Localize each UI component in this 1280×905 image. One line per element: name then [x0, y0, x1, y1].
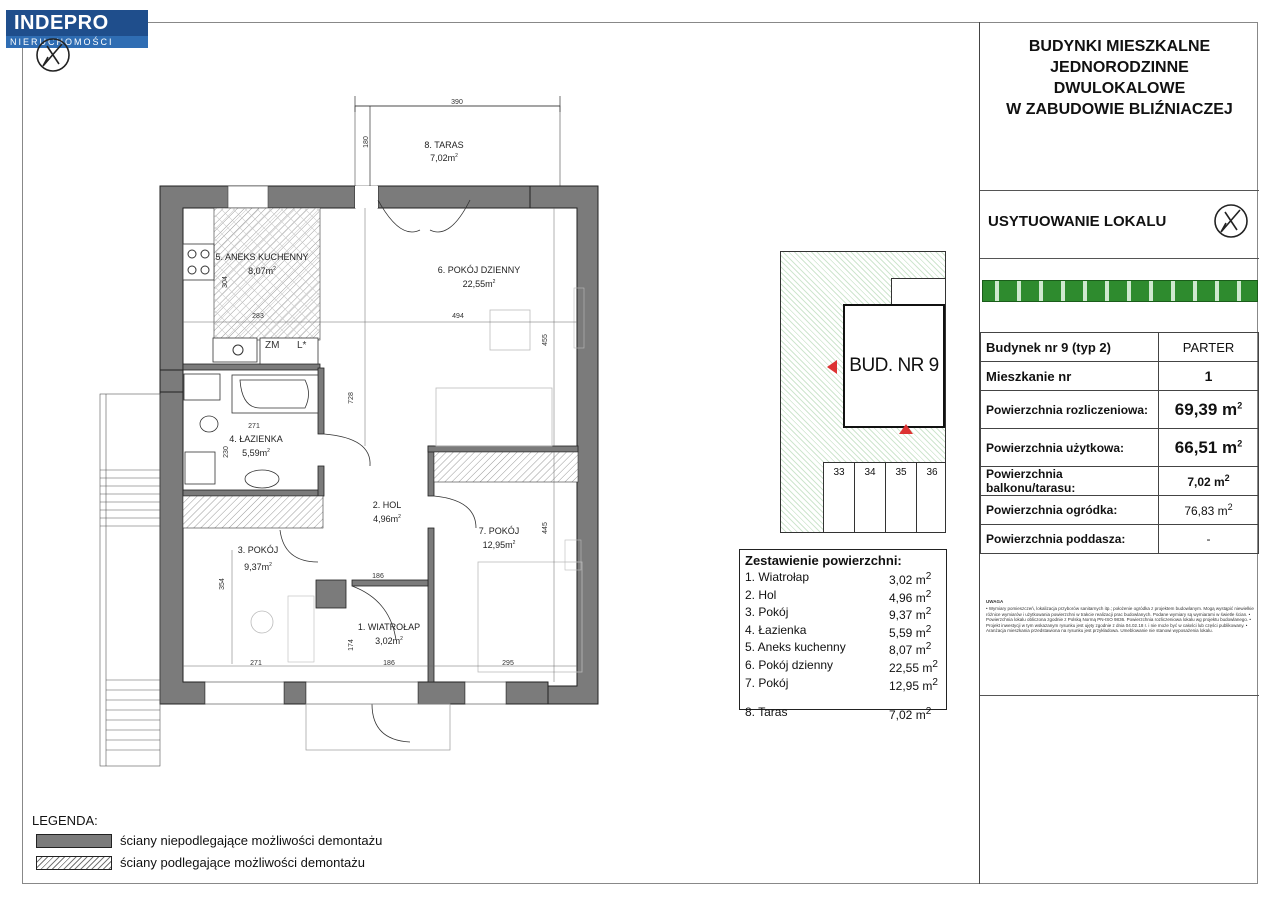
title-block	[979, 22, 1258, 884]
summary-title: Zestawienie powierzchni:	[745, 553, 902, 568]
info-row: Powierzchnia rozliczeniowa: 69,39 $m^2$	[981, 391, 1259, 429]
desk-chair	[251, 611, 273, 633]
svg-text:9,37m2: $9,37m^2$	[244, 562, 272, 572]
unit-cell: 34	[854, 463, 885, 533]
summary-row: 7. Pokój 12,95 $m^2$	[745, 675, 938, 693]
dim-bath-width: 271	[248, 423, 260, 430]
room-label-kitchen: 5. ANEKS KUCHENNY	[215, 252, 309, 262]
svg-text:12,95m2: $12,95m^2$	[482, 540, 516, 550]
room-label-room7: 7. POKÓJ	[478, 526, 520, 536]
project-title: BUDYNKI MIESZKALNE JEDNORODZINNE DWULOKALOWE W ZABUDOWIE BLIŹNIACZEJ	[1006, 38, 1233, 118]
legend-title: LEGENDA:	[32, 813, 98, 828]
svg-text:4,96m2: $4,96m^2$	[373, 514, 401, 524]
neighbour-building	[891, 278, 946, 306]
dim-vestibule-width: 186	[372, 573, 384, 580]
dim-bath-depth: 230	[223, 446, 230, 458]
entrance-marker-icon	[827, 360, 837, 374]
room-area-kitchen: 8,07m	[248, 266, 274, 276]
legend-swatch-demountable	[36, 856, 112, 870]
sofa	[436, 388, 552, 446]
room-area-room7: 12,95m	[482, 540, 513, 550]
room-label-vestibule: 1. WIATROŁAP	[357, 622, 421, 632]
external-stairs	[100, 394, 160, 766]
unit-cell: 35	[885, 463, 916, 533]
kitchen-sink	[213, 338, 257, 362]
info-row: Powierzchnia ogródka: 76,83 $m^2$	[981, 496, 1259, 525]
dim-kitchen-width: 283	[252, 313, 264, 320]
summary-row: 4. Łazienka 5,59 $m^2$	[745, 622, 932, 640]
room-area-terrace: 7,02m	[430, 153, 456, 163]
room-area-vestibule: 3,02m	[375, 636, 401, 646]
location-subtitle: USYTUOWANIE LOKALU	[988, 213, 1167, 230]
svg-text:3,02m2: $3,02m^2$	[375, 636, 403, 646]
washing-machine	[185, 452, 215, 484]
appliance-label-l: L*	[297, 340, 307, 351]
unit-cell: 36	[916, 463, 946, 533]
unit-cell: 33	[823, 463, 854, 533]
logo-subtitle: NIERUCHOMOŚCI	[6, 36, 148, 48]
dim-living-width: 494	[452, 313, 464, 320]
dim-bottom-left: 271	[250, 660, 262, 667]
room-area-hall: 4,96m	[373, 514, 399, 524]
room-label-bathroom: 4. ŁAZIENKA	[229, 434, 283, 444]
dim-living-depth: 455	[542, 334, 549, 346]
marker-icon	[899, 424, 913, 434]
summary-row: 2. Hol 4,96 $m^2$	[745, 587, 932, 605]
info-row: Powierzchnia balkonu/tarasu: 7,02 $m^2$	[981, 467, 1259, 496]
svg-text:5,59m2: $5,59m^2$	[242, 448, 270, 458]
area-summary	[739, 549, 947, 723]
apartment-info-table	[980, 332, 1259, 554]
site-strip-map	[982, 280, 1258, 302]
room-label-living: 6. POKÓJ DZIENNY	[437, 265, 521, 275]
room-label-hall: 2. HOL	[372, 500, 402, 510]
svg-text:8,07m2: $8,07m^2$	[248, 266, 276, 276]
summary-row: 3. Pokój 9,37 $m^2$	[745, 605, 932, 623]
summary-row: 6. Pokój dzienny 22,55 $m^2$	[745, 657, 938, 675]
info-row: Powierzchnia poddasza: -	[981, 525, 1259, 554]
north-arrow-icon	[1212, 202, 1250, 240]
building-label: BUD. NR 9	[843, 304, 945, 428]
washbasin	[245, 470, 279, 488]
dim-vestibule-depth: 174	[348, 639, 355, 651]
logo-brand: INDEPRO	[6, 10, 148, 36]
info-row: Powierzchnia użytkowa: 66,51 $m^2$	[981, 429, 1259, 467]
room-area-room3: 9,37m	[244, 562, 270, 572]
room-area-living: 22,55m	[462, 279, 493, 289]
svg-text:7,02m2: $7,02m^2$	[430, 153, 458, 163]
room-label-room3: 3. POKÓJ	[237, 545, 279, 555]
dim-terrace-depth: 180	[363, 136, 370, 148]
dim-bottom-mid: 186	[383, 660, 395, 667]
legend-label-demountable: ściany podlegające możliwości demontażu	[120, 855, 365, 870]
dim-kitchen-depth: 304	[222, 276, 229, 288]
dining-table	[490, 310, 530, 350]
dim-room3-depth: 354	[219, 578, 226, 590]
info-row: Budynek nr 9 (typ 2) PARTER	[981, 333, 1259, 362]
bed	[478, 562, 582, 672]
dim-hall-depth: 728	[348, 392, 355, 404]
summary-row-terrace: 8. Taras 7,02 $m^2$	[745, 705, 932, 723]
info-row: Mieszkanie nr 1	[981, 362, 1259, 391]
dim-room7-depth: 445	[542, 522, 549, 534]
toilet	[200, 416, 218, 432]
svg-text:22,55m2: $22,55m^2$	[462, 279, 496, 289]
unit-row	[823, 462, 946, 532]
room-area-bathroom: 5,59m	[242, 448, 268, 458]
room-label-terrace: 8. TARAS	[424, 140, 464, 150]
legend-label-fixed: ściany niepodlegające możliwości demontażu	[120, 833, 383, 848]
site-location-map	[780, 251, 946, 533]
legend-swatch-fixed	[36, 834, 112, 848]
summary-row: 5. Aneks kuchenny 8,07 $m^2$	[745, 640, 932, 658]
appliance-label-zm: ZM	[265, 340, 280, 351]
dim-bottom-right: 295	[502, 660, 514, 667]
stove	[183, 244, 214, 280]
dim-terrace-width: 390	[451, 99, 463, 106]
summary-row: 1. Wiatrołap 3,02 $m^2$	[745, 570, 932, 587]
notes: UWAGA • Wymiary pomieszczeń, lokalizacja przyborów sanitarnych itp.; położenie ogródka z projektem budowlanym. Mogą wystąpić niewielkie różnice wymiarów i użytkowania powierzchni w trakcie realizacji prac budowlanych. Podane wymiary są wymiarami w świetle ścian. • Powierzchnia lokalu obliczona zgodnie z Polską Normą PN-ISO 9836. Powierzchnia rozliczeniowa lokalu wg projektu budowlanego. • Projekt inwestycji w tym wskazanym rysunku jest ujęty zgodnie z dnia 04.02.18 r. i nie może być w całości lub części publikowany. • Aranżacja mieszkania przedstawiona na rysunku jest przykładowa. Umeblowanie nie stanowi wyposażenia lokalu.	[986, 599, 1254, 634]
